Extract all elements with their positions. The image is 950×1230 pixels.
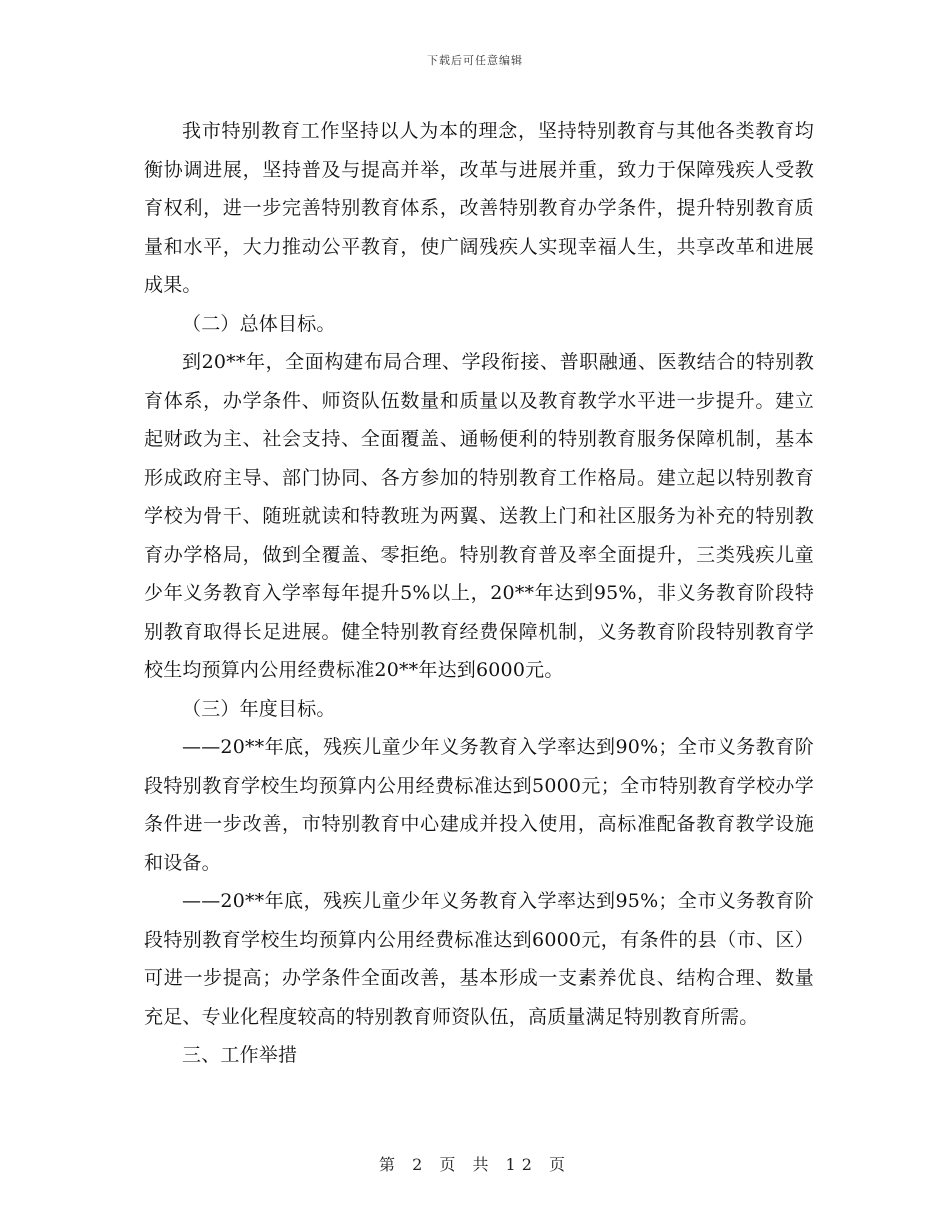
page-header-note: 下载后可任意编辑	[427, 54, 523, 67]
section-heading-overall-goal: （二）总体目标。	[182, 312, 336, 335]
page-number: 第 2 页 共 12 页	[379, 1155, 571, 1174]
paragraph-overall-goal: 到20**年，全面构建布局合理、学段衔接、普职融通、医教结合的特别教育体系，办学条件、师资队伍数量和质量以及教育教学水平进一步提升。建立起财政为主、社会支持、全面覆盖、通畅便利的特别教育服务保障机制，基本形成政府主导、部门协同、各方参加的特别教育工作格局。建立起以特别教育学校为骨干、随班就读和特教班为两翼、送教上门和社区服务为补充的特别教育办学格局，做到全覆盖、零拒绝。特别教育普及率全面提升，三类残疾儿童少年义务教育入学率每年提升5%以上，20**年达到95%，非义务教育阶段特别教育取得长足进展。健全特别教育经费保障机制，义务教育阶段特别教育学校生均预算内公用经费标准20**年达到6000元。	[144, 351, 814, 681]
paragraph-annual-goal-1: ——20**年底，残疾儿童少年义务教育入学率达到90%；全市义务教育阶段特别教育学校生均预算内公用经费标准达到5000元；全市特别教育学校办学条件进一步改善，市特别教育中心建成并投入使用，高标准配备教育教学设施和设备。	[144, 736, 814, 874]
paragraph-principle: 我市特别教育工作坚持以人为本的理念，坚持特别教育与其他各类教育均衡协调进展，坚持普及与提高并举，改革与进展并重，致力于保障残疾人受教育权利，进一步完善特别教育体系，改善特别教育办学条件，提升特别教育质量和水平，大力推动公平教育，使广阔残疾人实现幸福人生，共享改革和进展成果。	[144, 120, 814, 296]
paragraph-annual-goal-2: ——20**年底，残疾儿童少年义务教育入学率达到95%；全市义务教育阶段特别教育学校生均预算内公用经费标准达到6000元，有条件的县（市、区）可进一步提高；办学条件全面改善，基本形成一支素养优良、结构合理、数量充足、专业化程度较高的特别教育师资队伍，高质量满足特别教育所需。	[144, 890, 814, 1028]
document-body	[144, 112, 814, 1075]
section-heading-annual-goal: （三）年度目标。	[182, 697, 336, 720]
section-heading-work-measures: 三、工作举措	[182, 1044, 298, 1066]
